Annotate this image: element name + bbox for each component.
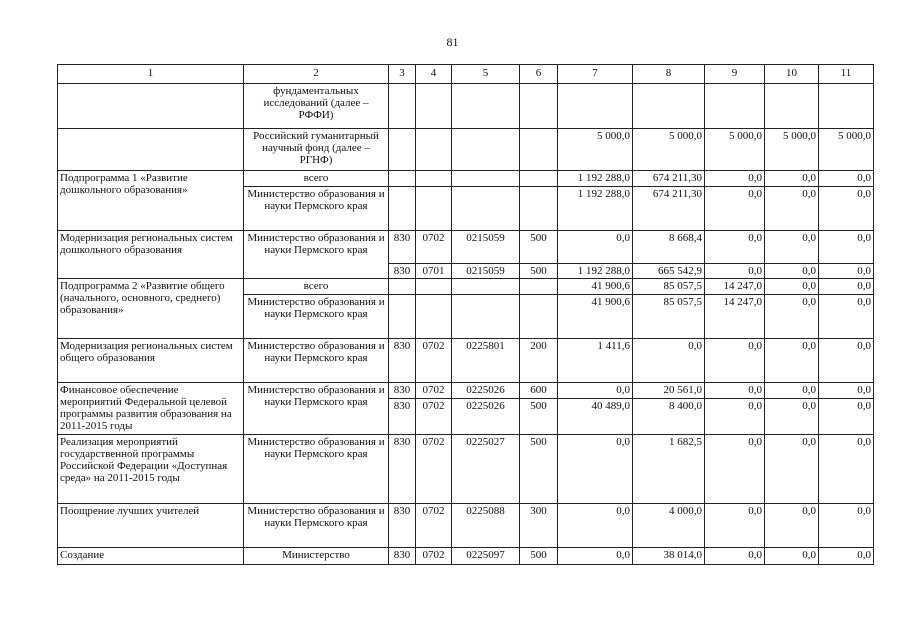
measure-name: Реализация мероприятий государственной программы Российской Федерации «Доступная среда» на 2011-2015 годы <box>58 435 244 504</box>
responsible-executor: Министерство образования и науки Пермского края <box>244 187 389 231</box>
value-col7: 0,0 <box>558 231 633 264</box>
code-grbs: 830 <box>389 435 416 504</box>
value-col8: 85 057,5 <box>633 295 705 339</box>
value-col8: 38 014,0 <box>633 548 705 565</box>
code-target <box>452 84 520 129</box>
responsible-executor: Министерство образования и науки Пермского края <box>244 435 389 504</box>
value-col7: 1 411,6 <box>558 339 633 383</box>
subprogram-name: Подпрограмма 1 «Развитие дошкольного образования» <box>58 171 244 231</box>
column-header: 3 <box>389 65 416 84</box>
value-col10: 0,0 <box>765 187 819 231</box>
value-col7: 1 192 288,0 <box>558 171 633 187</box>
code-expense-type <box>520 295 558 339</box>
measure-name: Модернизация региональных систем общего образования <box>58 339 244 383</box>
code-section <box>416 187 452 231</box>
measure-name: Поощрение лучших учителей <box>58 504 244 548</box>
responsible-executor: фундаментальных исследований (далее – РФФИ) <box>244 84 389 129</box>
value-col11: 0,0 <box>819 295 874 339</box>
value-col10: 0,0 <box>765 295 819 339</box>
table-row <box>58 84 874 129</box>
table-row <box>58 231 874 264</box>
code-grbs: 830 <box>389 504 416 548</box>
code-grbs: 830 <box>389 231 416 264</box>
code-expense-type: 600 <box>520 383 558 399</box>
value-col8: 1 682,5 <box>633 435 705 504</box>
value-col11: 0,0 <box>819 279 874 295</box>
code-target <box>452 279 520 295</box>
value-col7 <box>558 84 633 129</box>
code-section <box>416 279 452 295</box>
code-section: 0702 <box>416 339 452 383</box>
value-col8: 674 211,30 <box>633 187 705 231</box>
responsible-executor: Министерство образования и науки Пермского края <box>244 504 389 548</box>
value-col7: 40 489,0 <box>558 399 633 435</box>
value-col11: 0,0 <box>819 399 874 435</box>
code-expense-type <box>520 187 558 231</box>
column-header: 1 <box>58 65 244 84</box>
responsible-executor: всего <box>244 279 389 295</box>
code-target <box>452 295 520 339</box>
value-col9: 0,0 <box>705 264 765 279</box>
responsible-executor: Министерство образования и науки Пермского края <box>244 383 389 435</box>
value-col9: 0,0 <box>705 435 765 504</box>
code-expense-type: 300 <box>520 504 558 548</box>
value-col7: 41 900,6 <box>558 295 633 339</box>
value-col10: 0,0 <box>765 383 819 399</box>
value-col7: 0,0 <box>558 435 633 504</box>
value-col8: 5 000,0 <box>633 129 705 171</box>
column-header: 8 <box>633 65 705 84</box>
value-col9: 0,0 <box>705 548 765 565</box>
code-section: 0701 <box>416 264 452 279</box>
value-col11: 5 000,0 <box>819 129 874 171</box>
value-col9: 0,0 <box>705 231 765 264</box>
responsible-executor: всего <box>244 171 389 187</box>
code-expense-type <box>520 279 558 295</box>
value-col9: 0,0 <box>705 399 765 435</box>
value-col8: 20 561,0 <box>633 383 705 399</box>
value-col10: 0,0 <box>765 264 819 279</box>
code-section: 0702 <box>416 504 452 548</box>
table-row <box>58 504 874 548</box>
code-section <box>416 129 452 171</box>
value-col9: 0,0 <box>705 187 765 231</box>
value-col7: 5 000,0 <box>558 129 633 171</box>
value-col10 <box>765 84 819 129</box>
value-col11 <box>819 84 874 129</box>
column-header: 10 <box>765 65 819 84</box>
code-grbs <box>389 171 416 187</box>
value-col10: 0,0 <box>765 399 819 435</box>
value-col10: 0,0 <box>765 231 819 264</box>
value-col9: 14 247,0 <box>705 295 765 339</box>
code-expense-type: 500 <box>520 264 558 279</box>
code-grbs: 830 <box>389 383 416 399</box>
value-col10: 0,0 <box>765 339 819 383</box>
code-target: 0225801 <box>452 339 520 383</box>
value-col9: 0,0 <box>705 383 765 399</box>
value-col7: 0,0 <box>558 548 633 565</box>
value-col8: 8 400,0 <box>633 399 705 435</box>
value-col7: 0,0 <box>558 383 633 399</box>
value-col7: 41 900,6 <box>558 279 633 295</box>
column-header: 11 <box>819 65 874 84</box>
value-col9: 0,0 <box>705 171 765 187</box>
code-grbs: 830 <box>389 339 416 383</box>
code-target: 0215059 <box>452 264 520 279</box>
responsible-executor: Министерство образования и науки Пермского края <box>244 231 389 279</box>
code-expense-type <box>520 129 558 171</box>
value-col9: 0,0 <box>705 504 765 548</box>
value-col10: 0,0 <box>765 171 819 187</box>
responsible-executor: Министерство <box>244 548 389 565</box>
code-target: 0225026 <box>452 383 520 399</box>
value-col9: 14 247,0 <box>705 279 765 295</box>
code-section: 0702 <box>416 435 452 504</box>
value-col10: 0,0 <box>765 548 819 565</box>
responsible-executor: Министерство образования и науки Пермского края <box>244 295 389 339</box>
table-row <box>58 339 874 383</box>
code-expense-type <box>520 171 558 187</box>
table-row <box>58 548 874 565</box>
column-header: 6 <box>520 65 558 84</box>
code-expense-type: 500 <box>520 399 558 435</box>
value-col11: 0,0 <box>819 231 874 264</box>
table-row <box>58 435 874 504</box>
value-col8: 8 668,4 <box>633 231 705 264</box>
table-row <box>58 383 874 399</box>
code-target <box>452 129 520 171</box>
measure-name: Финансовое обеспечение мероприятий Федеральной целевой программы развития образования на 2011-2015 годы <box>58 383 244 435</box>
code-grbs <box>389 295 416 339</box>
code-expense-type <box>520 84 558 129</box>
column-header: 2 <box>244 65 389 84</box>
measure-name: Создание <box>58 548 244 565</box>
value-col8: 85 057,5 <box>633 279 705 295</box>
code-grbs: 830 <box>389 264 416 279</box>
value-col11: 0,0 <box>819 435 874 504</box>
value-col7: 0,0 <box>558 504 633 548</box>
value-col7: 1 192 288,0 <box>558 264 633 279</box>
value-col8: 0,0 <box>633 339 705 383</box>
column-header: 9 <box>705 65 765 84</box>
value-col11: 0,0 <box>819 504 874 548</box>
code-expense-type: 500 <box>520 435 558 504</box>
measure-name: Модернизация региональных систем дошкольного образования <box>58 231 244 279</box>
code-grbs <box>389 84 416 129</box>
code-expense-type: 500 <box>520 548 558 565</box>
code-expense-type: 500 <box>520 231 558 264</box>
code-section <box>416 171 452 187</box>
code-section: 0702 <box>416 383 452 399</box>
table-row <box>58 171 874 187</box>
value-col8: 674 211,30 <box>633 171 705 187</box>
code-section <box>416 84 452 129</box>
code-section: 0702 <box>416 399 452 435</box>
responsible-executor: Российский гуманитарный научный фонд (далее – РГНФ) <box>244 129 389 171</box>
value-col7: 1 192 288,0 <box>558 187 633 231</box>
value-col8: 4 000,0 <box>633 504 705 548</box>
code-target <box>452 187 520 231</box>
responsible-executor: Министерство образования и науки Пермского края <box>244 339 389 383</box>
code-section: 0702 <box>416 231 452 264</box>
column-header: 7 <box>558 65 633 84</box>
value-col11: 0,0 <box>819 264 874 279</box>
value-col11: 0,0 <box>819 187 874 231</box>
program-name <box>58 84 244 129</box>
code-section: 0702 <box>416 548 452 565</box>
value-col10: 5 000,0 <box>765 129 819 171</box>
table-row <box>58 129 874 171</box>
code-section <box>416 295 452 339</box>
column-header: 5 <box>452 65 520 84</box>
code-target: 0215059 <box>452 231 520 264</box>
budget-table <box>57 64 874 565</box>
page-number: 81 <box>446 35 459 49</box>
value-col10: 0,0 <box>765 279 819 295</box>
table-row <box>58 279 874 295</box>
value-col8 <box>633 84 705 129</box>
header-row <box>58 65 874 84</box>
value-col11: 0,0 <box>819 548 874 565</box>
code-grbs <box>389 187 416 231</box>
code-grbs: 830 <box>389 548 416 565</box>
value-col9: 0,0 <box>705 339 765 383</box>
column-header: 4 <box>416 65 452 84</box>
code-target: 0225026 <box>452 399 520 435</box>
code-target <box>452 171 520 187</box>
value-col10: 0,0 <box>765 504 819 548</box>
value-col8: 665 542,9 <box>633 264 705 279</box>
code-target: 0225088 <box>452 504 520 548</box>
value-col9: 5 000,0 <box>705 129 765 171</box>
value-col9 <box>705 84 765 129</box>
value-col11: 0,0 <box>819 171 874 187</box>
code-grbs: 830 <box>389 399 416 435</box>
code-grbs <box>389 129 416 171</box>
code-expense-type: 200 <box>520 339 558 383</box>
value-col11: 0,0 <box>819 383 874 399</box>
code-target: 0225097 <box>452 548 520 565</box>
code-grbs <box>389 279 416 295</box>
program-name <box>58 129 244 171</box>
code-target: 0225027 <box>452 435 520 504</box>
value-col11: 0,0 <box>819 339 874 383</box>
subprogram-name: Подпрограмма 2 «Развитие общего (начального, основного, среднего) образования» <box>58 279 244 339</box>
value-col10: 0,0 <box>765 435 819 504</box>
